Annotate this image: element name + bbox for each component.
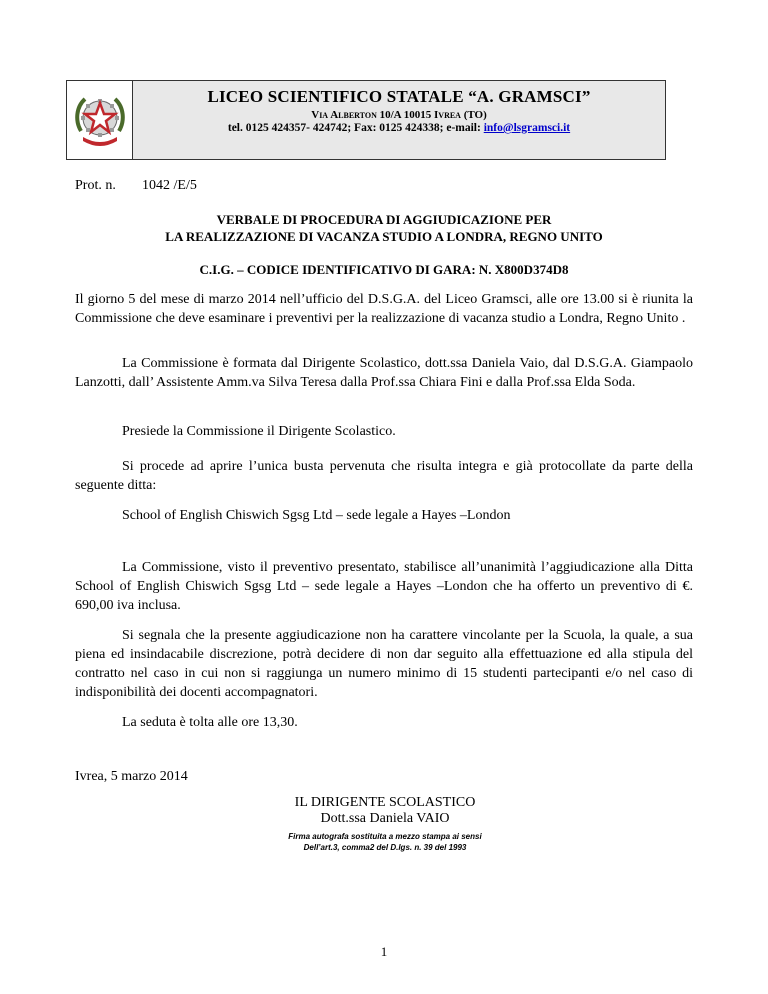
paragraph-company: School of English Chiswich Sgsg Ltd – sede legale a Hayes –London bbox=[122, 508, 511, 523]
signature-note-2: Dell’art.3, comma2 del D.lgs. n. 39 del 1993 bbox=[303, 843, 467, 852]
email-link[interactable]: info@lsgramsci.it bbox=[483, 122, 571, 134]
signature-note-1: Firma autografa sostituita a mezzo stampa ai sensi bbox=[288, 832, 482, 841]
contacts-text: tel. 0125 424357- 424742; Fax: 0125 424338; e-mail: bbox=[227, 122, 484, 134]
protocol-line bbox=[75, 178, 197, 194]
signature-block bbox=[280, 795, 490, 853]
paragraph-closing: La seduta è tolta alle ore 13,30. bbox=[122, 715, 298, 730]
letterhead bbox=[66, 80, 666, 160]
paragraph-conditions: Si segnala che la presente aggiudicazione non ha carattere vincolante per la Scuola, la quale, a sua piena ed insindacabile discrezione, potrà decidere di non dar seguito alla effettuazione ed alla stipula del contratto nel caso in cui non si raggiunga un numero minimo di 15 studenti partecipanti e/o nel caso di indisponibilità dei docenti accompagnatori. bbox=[75, 628, 693, 700]
school-address: Via Alberton 10/A 10015 Ivrea (TO) bbox=[311, 109, 487, 121]
protocol-label: Prot. n. bbox=[75, 178, 116, 193]
paragraph-president: Presiede la Commissione il Dirigente Scolastico. bbox=[122, 424, 396, 439]
school-name: LICEO SCIENTIFICO STATALE “A. GRAMSCI” bbox=[207, 87, 591, 106]
place-date: Ivrea, 5 marzo 2014 bbox=[75, 769, 188, 784]
school-contacts bbox=[133, 122, 665, 134]
letterhead-text bbox=[133, 81, 665, 159]
document-title-line-2: LA REALIZZAZIONE DI VACANZA STUDIO A LONDRA, REGNO UNITO bbox=[165, 229, 603, 244]
paragraph-award: La Commissione, visto il preventivo presentato, stabilisce all’unanimità l’aggiudicazione alla Ditta School of English Chiswich Sgsg Ltd – sede legale a Hayes –London che ha offerto un preventivo di €. 690,00 iva inclusa. bbox=[75, 560, 693, 613]
signature-title: IL DIRIGENTE SCOLASTICO bbox=[294, 795, 476, 810]
protocol-number: 1042 /E/5 bbox=[142, 178, 197, 193]
paragraph-envelope: Si procede ad aprire l’unica busta pervenuta che risulta integra e già protocollate da parte della seguente ditta: bbox=[75, 459, 693, 493]
page-number: 1 bbox=[380, 944, 388, 959]
emblem-cell bbox=[67, 81, 133, 159]
paragraph-meeting: Il giorno 5 del mese di marzo 2014 nell’ufficio del D.S.G.A. del Liceo Gramsci, alle ore 13.00 si è riunita la Commissione che deve esaminare i preventivi per la realizzazione di vacanza studio a Londra, Regno Unito . bbox=[75, 292, 693, 326]
document-title-line-1: VERBALE DI PROCEDURA DI AGGIUDICAZIONE PER bbox=[216, 212, 552, 227]
paragraph-commission: La Commissione è formata dal Dirigente Scolastico, dott.ssa Daniela Vaio, dal D.S.G.A. Giampaolo Lanzotti, dall’ Assistente Amm.va Silva Teresa dalla Prof.ssa Chiara Fini e dalla Prof.ssa Elda Soda. bbox=[75, 356, 693, 390]
signature-name: Dott.ssa Daniela VAIO bbox=[320, 811, 450, 826]
cig-code: C.I.G. – CODICE IDENTIFICATIVO DI GARA: N. X800D374D8 bbox=[199, 262, 569, 277]
italian-republic-emblem-icon bbox=[73, 91, 127, 149]
